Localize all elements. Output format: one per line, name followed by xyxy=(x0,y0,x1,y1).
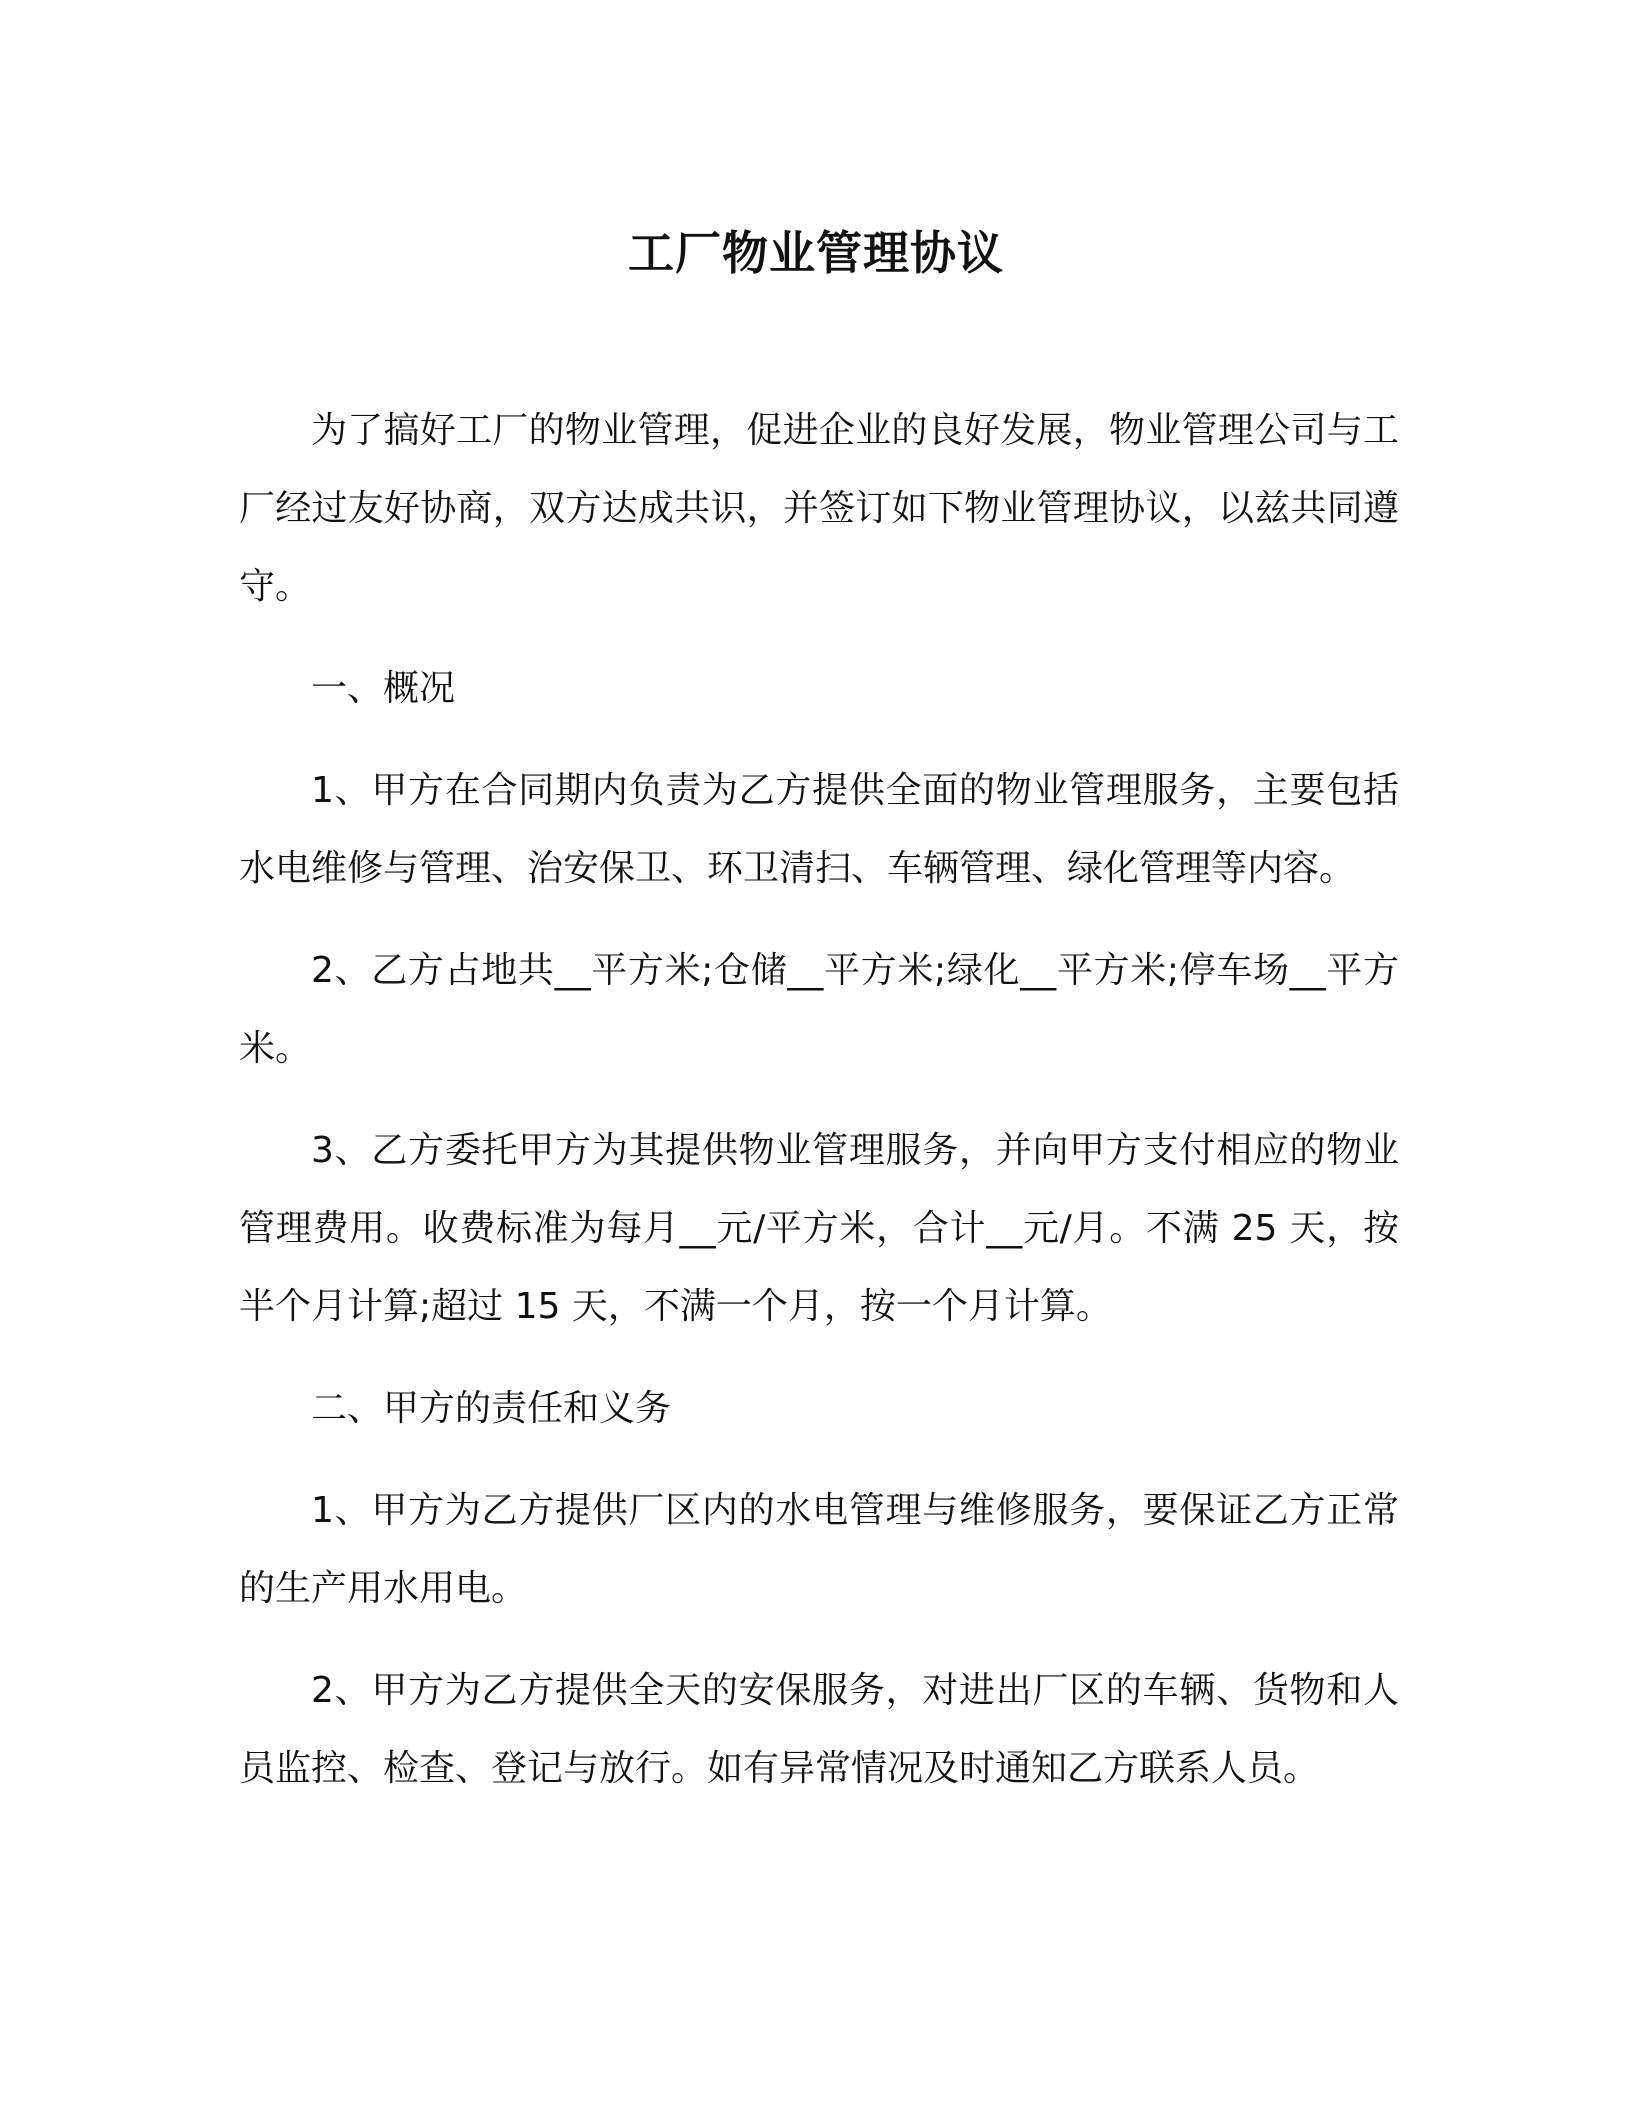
clause-paragraph: 1、甲方为乙方提供厂区内的水电管理与维修服务，要保证乙方正常的生产用水用电。 xyxy=(239,1490,1399,1609)
document-body xyxy=(239,392,1399,1832)
clause-paragraph: 2、乙方占地共__平方米;仓储__平方米;绿化__平方米;停车场__平方米。 xyxy=(239,950,1399,1069)
section-heading-party-a: 二、甲方的责任和义务 xyxy=(311,1388,672,1429)
clause-paragraph: 3、乙方委托甲方为其提供物业管理服务，并向甲方支付相应的物业管理费用。收费标准为每月__元/平方米，合计__元/月。不满 25 天，按半个月计算;超过 15 天，不满一个月，按一个月计算。 xyxy=(239,1130,1399,1327)
document-title: 工厂物业管理协议 xyxy=(628,226,1004,280)
clause-paragraph: 2、甲方为乙方提供全天的安保服务，对进出厂区的车辆、货物和人员监控、检查、登记与放行。如有异常情况及时通知乙方联系人员。 xyxy=(239,1670,1399,1789)
section-heading-overview: 一、概况 xyxy=(311,668,456,709)
intro-paragraph: 为了搞好工厂的物业管理，促进企业的良好发展，物业管理公司与工厂经过友好协商，双方达成共识，并签订如下物业管理协议，以兹共同遵守。 xyxy=(239,410,1399,607)
clause-paragraph: 1、甲方在合同期内负责为乙方提供全面的物业管理服务，主要包括水电维修与管理、治安保卫、环卫清扫、车辆管理、绿化管理等内容。 xyxy=(239,770,1399,889)
